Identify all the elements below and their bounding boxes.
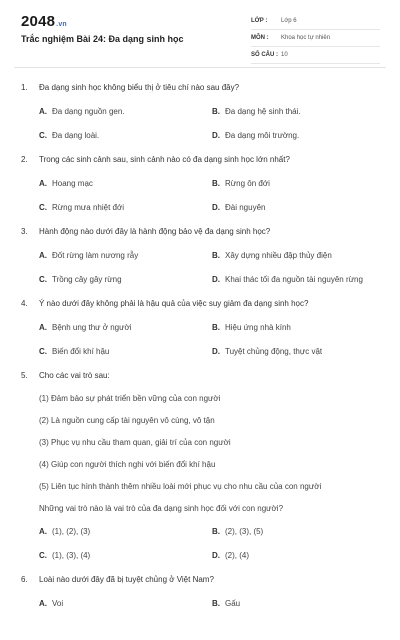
question-1 <box>0 76 400 148</box>
option-text: Xây dựng nhiều đập thủy điện <box>225 251 332 260</box>
question-text <box>21 148 400 172</box>
answer-option-b[interactable] <box>212 104 301 120</box>
answer-option-c[interactable] <box>39 272 122 288</box>
option-text: Bệnh ung thư ở người <box>52 323 132 332</box>
question-prompt: Hành động nào dưới đây là hành động bảo vệ đa dạng sinh học? <box>39 227 271 236</box>
meta-value: Lớp 6 <box>281 18 297 24</box>
question-text <box>21 364 400 388</box>
question-prompt: Ý nào dưới đây không phải là hậu quả của việc suy giảm đa dạng sinh học? <box>39 299 309 308</box>
answer-option-b[interactable] <box>212 320 291 336</box>
answer-option-a[interactable] <box>39 320 131 336</box>
answer-options <box>0 520 400 568</box>
option-letter: A. <box>39 107 47 116</box>
option-letter: D. <box>212 347 220 356</box>
question-number: 5. <box>21 371 28 380</box>
answer-options <box>0 172 400 220</box>
answer-option-d[interactable] <box>212 200 265 216</box>
statement-item: (1) Đảm bảo sự phát triển bền vững của con người <box>39 394 221 403</box>
answer-option-b[interactable] <box>212 176 270 192</box>
question-text <box>21 220 400 244</box>
meta-label: LỚP : <box>251 18 268 24</box>
option-letter: A. <box>39 251 47 260</box>
option-text: Đốt rừng làm nương rẫy <box>52 251 139 260</box>
option-text: Trồng cây gây rừng <box>52 275 122 284</box>
question-text <box>21 76 400 100</box>
answer-option-d[interactable] <box>212 128 299 144</box>
answer-option-d[interactable] <box>212 272 363 288</box>
option-letter: C. <box>39 131 47 140</box>
option-letter: C. <box>39 551 47 560</box>
question-number: 1. <box>21 83 28 92</box>
statement-item: (2) Là nguồn cung cấp tài nguyên vô cùng, vô tận <box>39 416 215 425</box>
question-2 <box>0 148 400 220</box>
answer-option-d[interactable] <box>212 548 249 564</box>
header-divider <box>14 67 386 68</box>
meta-label: MÔN : <box>251 35 269 41</box>
answer-option-c[interactable] <box>39 548 90 564</box>
option-letter: B. <box>212 527 220 536</box>
answer-option-a[interactable] <box>39 524 90 540</box>
option-text: Hiệu ứng nhà kính <box>225 323 291 332</box>
question-number: 4. <box>21 299 28 308</box>
option-letter: D. <box>212 275 220 284</box>
option-text: (1), (2), (3) <box>52 527 91 536</box>
answer-option-a[interactable] <box>39 596 63 612</box>
answer-option-d[interactable] <box>212 344 322 360</box>
option-letter: A. <box>39 179 47 188</box>
option-text: Rừng mưa nhiệt đới <box>52 203 124 212</box>
option-letter: B. <box>212 251 220 260</box>
site-logo[interactable] <box>21 13 67 30</box>
meta-row-subject <box>251 30 380 47</box>
option-letter: B. <box>212 179 220 188</box>
page-title: Trắc nghiệm Bài 24: Đa dạng sinh học <box>21 34 184 44</box>
meta-value: Khoa học tự nhiên <box>281 35 331 41</box>
option-letter: C. <box>39 347 47 356</box>
statement-item: (3) Phục vụ nhu cầu tham quan, giải trí của con người <box>39 438 231 447</box>
option-text: Tuyệt chủng động, thực vật <box>225 347 323 356</box>
option-text: Đa dạng môi trường. <box>225 131 300 140</box>
option-text: Đa dạng hệ sinh thái. <box>225 107 301 116</box>
option-text: Đa dạng loài. <box>52 131 100 140</box>
meta-row-question-count <box>251 47 380 64</box>
question-number: 2. <box>21 155 28 164</box>
question-prompt: Loài nào dưới đây đã bị tuyệt chủng ở Việt Nam? <box>39 575 214 584</box>
answer-option-b[interactable] <box>212 596 240 612</box>
option-letter: A. <box>39 323 47 332</box>
option-letter: D. <box>212 551 220 560</box>
option-text: Đài nguyên <box>225 203 266 212</box>
option-text: Hoang mạc <box>52 179 93 188</box>
option-letter: C. <box>39 203 47 212</box>
page-header <box>0 0 400 62</box>
answer-options <box>0 100 400 148</box>
option-letter: A. <box>39 527 47 536</box>
meta-row-class <box>251 13 380 30</box>
option-text: Biến đổi khí hậu <box>52 347 110 356</box>
answer-option-c[interactable] <box>39 344 109 360</box>
answer-options <box>0 592 400 640</box>
question-number: 3. <box>21 227 28 236</box>
statement-item: (5) Liên tục hình thành thêm nhiều loài mới phục vụ cho nhu cầu của con người <box>39 482 322 491</box>
meta-value: 10 <box>281 52 288 58</box>
statement-question: Những vai trò nào là vai trò của đa dạng sinh học đối với con người? <box>39 504 284 513</box>
statement-list <box>39 388 400 520</box>
option-text: (2), (4) <box>225 551 249 560</box>
question-5 <box>0 364 400 568</box>
option-text: Khai thác tối đa nguồn tài nguyên rừng <box>225 275 363 284</box>
option-letter: A. <box>39 599 47 608</box>
answer-option-b[interactable] <box>212 524 263 540</box>
question-prompt: Cho các vai trò sau: <box>39 371 110 380</box>
option-text: Đa dạng nguồn gen. <box>52 107 125 116</box>
question-prompt: Đa dạng sinh học không biểu thị ở tiêu chí nào sau đây? <box>39 83 240 92</box>
answer-options <box>0 316 400 364</box>
logo-main-text: 2048 <box>21 13 56 30</box>
option-letter: B. <box>212 323 220 332</box>
option-letter: B. <box>212 599 220 608</box>
question-prompt: Trong các sinh cảnh sau, sinh cảnh nào có đa dạng sinh học lớn nhất? <box>39 155 290 164</box>
answer-option-b[interactable] <box>212 248 332 264</box>
option-text: (1), (3), (4) <box>52 551 91 560</box>
option-letter: B. <box>212 107 220 116</box>
answer-options <box>0 244 400 292</box>
option-text: (2), (3), (5) <box>225 527 264 536</box>
option-text: Voi <box>52 599 64 608</box>
question-text <box>21 568 400 592</box>
logo-suffix: .vn <box>56 21 67 28</box>
option-text: Rừng ôn đới <box>225 179 270 188</box>
option-letter: D. <box>212 131 220 140</box>
question-4 <box>0 292 400 364</box>
option-letter: C. <box>39 275 47 284</box>
question-text <box>21 292 400 316</box>
question-list <box>0 76 400 640</box>
question-3 <box>0 220 400 292</box>
quiz-meta-table <box>251 13 380 64</box>
answer-option-a[interactable] <box>39 248 138 264</box>
answer-option-a[interactable] <box>39 176 93 192</box>
question-6 <box>0 568 400 640</box>
meta-label: SỐ CÂU : <box>251 52 278 58</box>
answer-option-c[interactable] <box>39 200 124 216</box>
answer-option-a[interactable] <box>39 104 125 120</box>
question-number: 6. <box>21 575 28 584</box>
option-letter: D. <box>212 203 220 212</box>
option-text: Gấu <box>225 599 241 608</box>
statement-item: (4) Giúp con người thích nghi với biến đổi khí hậu <box>39 460 216 469</box>
answer-option-c[interactable] <box>39 128 99 144</box>
